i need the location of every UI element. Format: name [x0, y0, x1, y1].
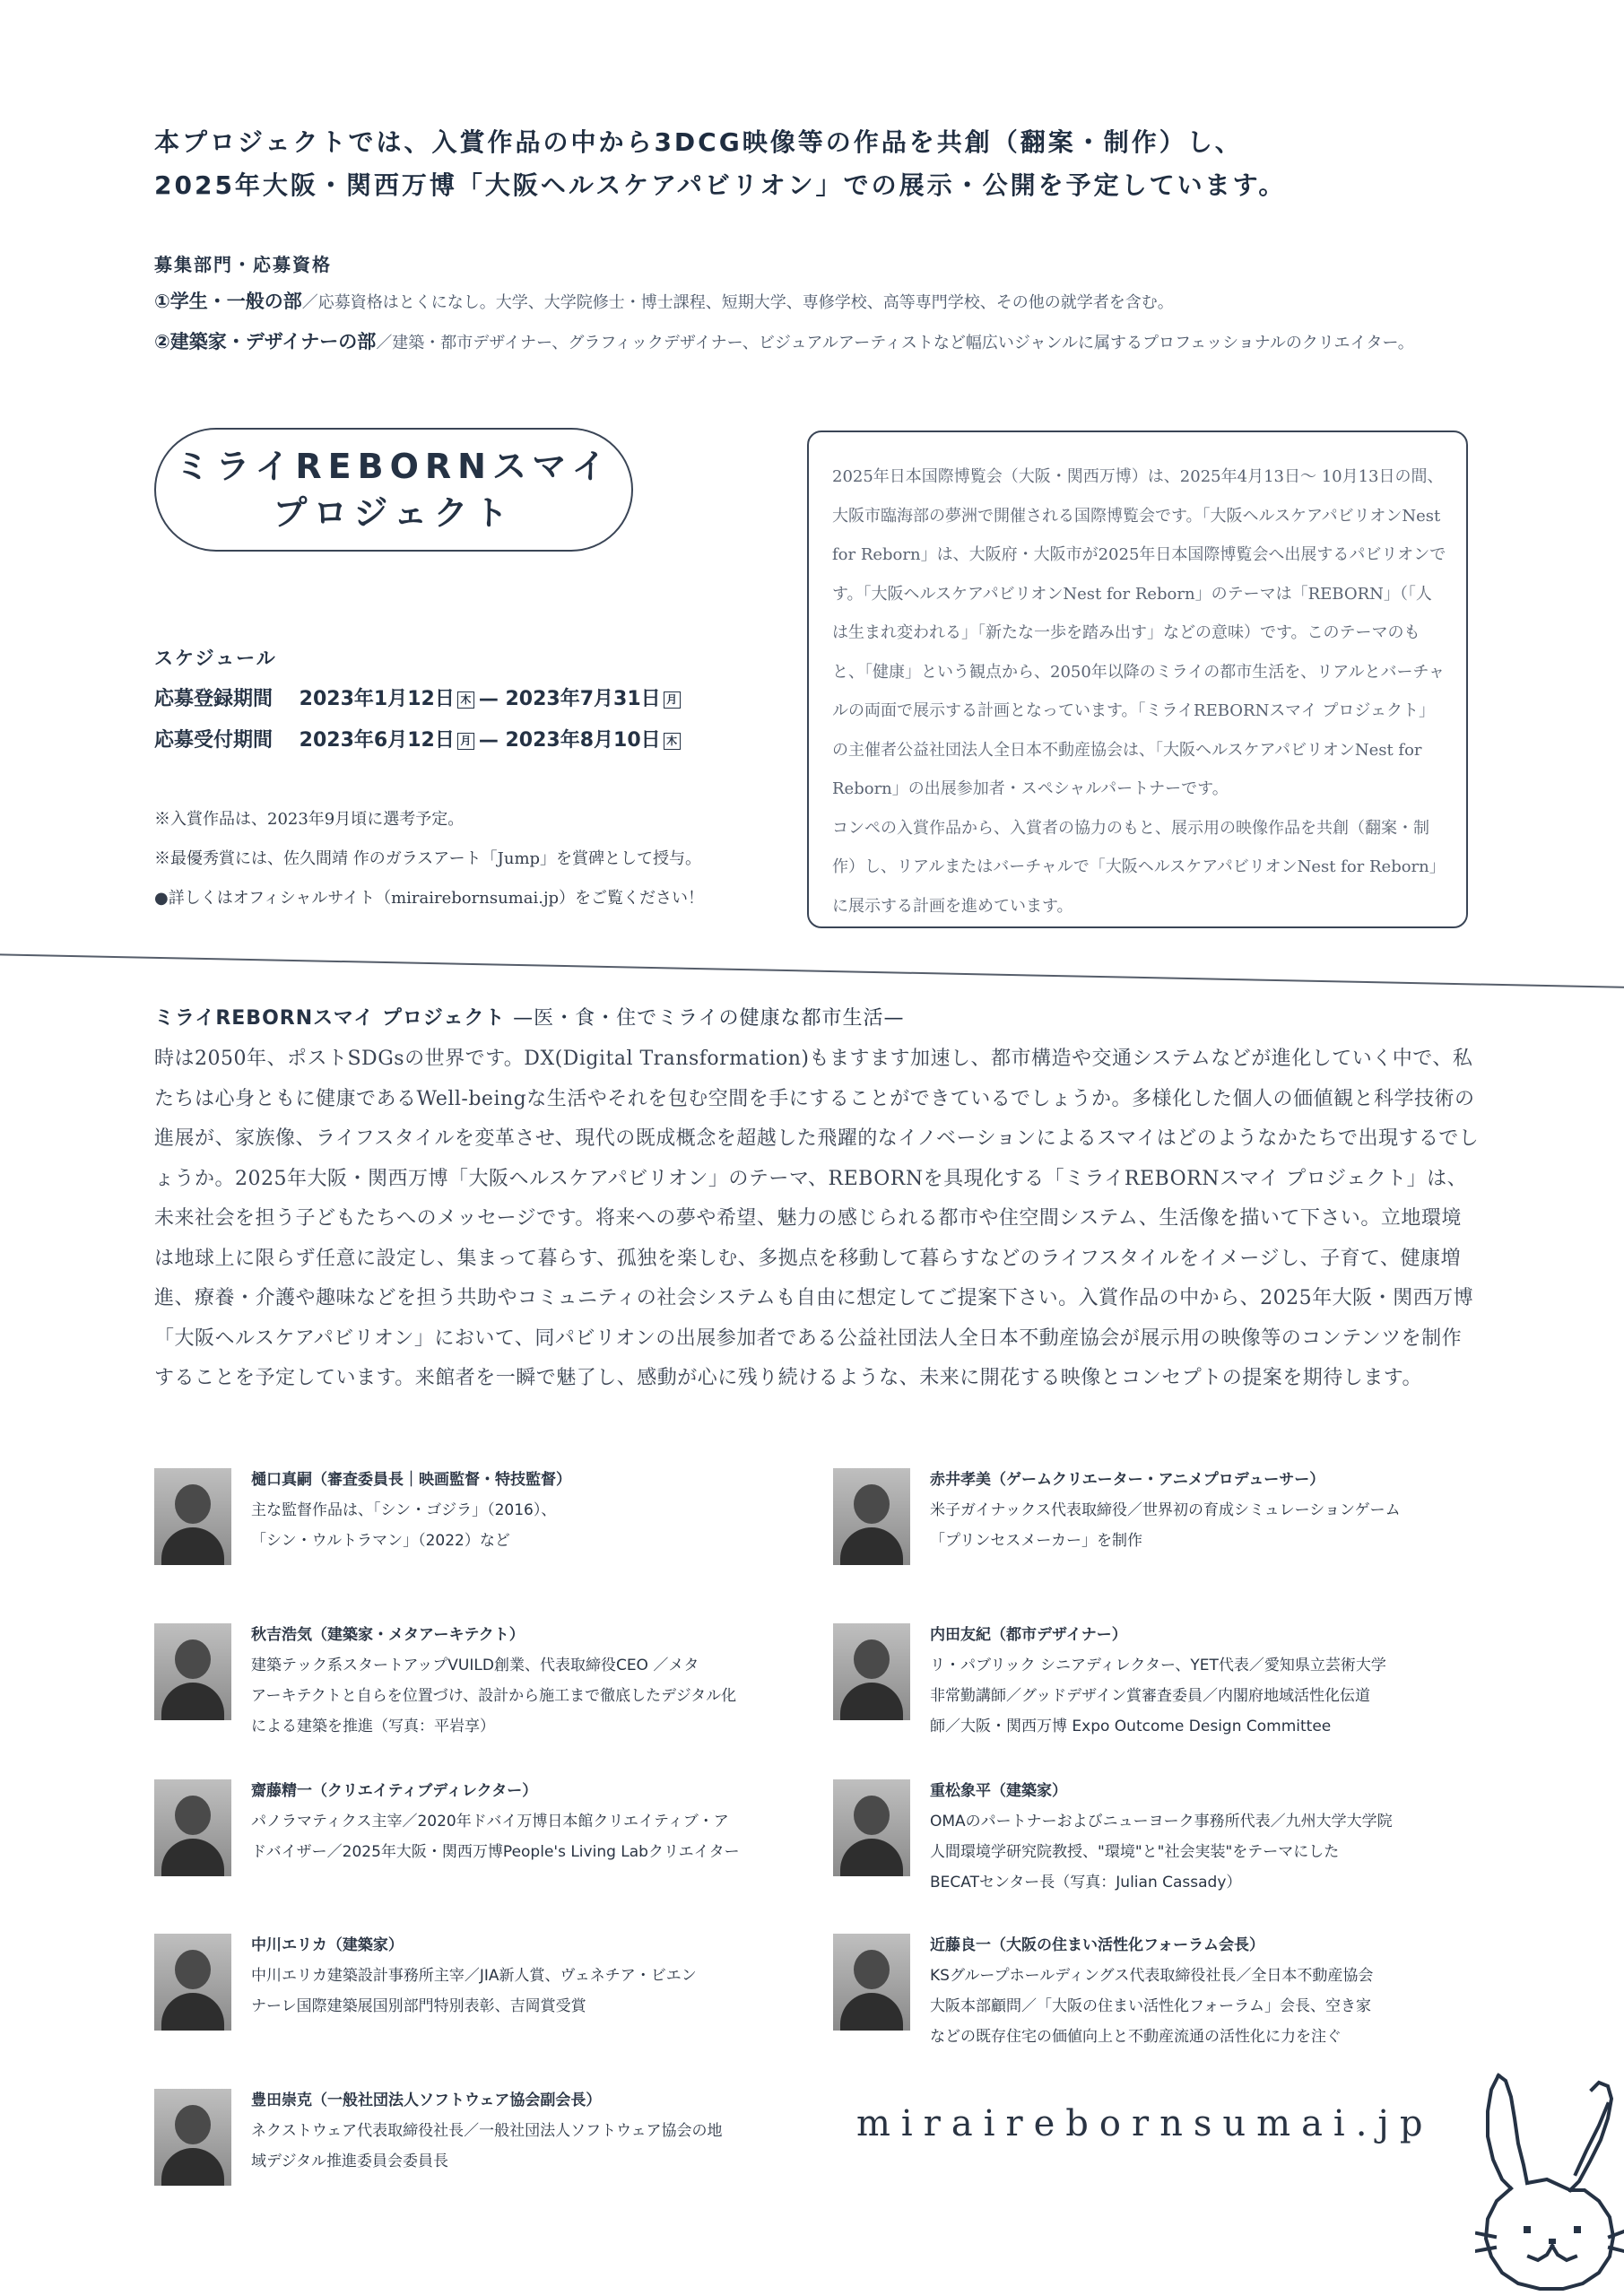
- judge-bio-line: 中川エリカ建築設計事務所主宰／JIA新人賞、ヴェネチア・ビエン: [251, 1967, 697, 1985]
- judge-name: 豊田崇克（一般社団法人ソフトウェア協会副会長）: [251, 2092, 602, 2109]
- judge-bio-line: ネクストウェア代表取締役社長／一般社団法人ソフトウェア協会の地: [251, 2122, 723, 2140]
- schedule-separator: —: [478, 688, 506, 710]
- intro-line-2: 2025年大阪・関西万博「大阪ヘルスケアパビリオン」での展示・公開を予定しています。: [154, 170, 1287, 200]
- category-lead: ①学生・一般の部: [154, 291, 302, 312]
- project-title-badge: [154, 428, 633, 552]
- judge-profile: [154, 2089, 782, 2196]
- judge-bio-line: 建築テック系スタートアップVUILD創業、代表取締役CEO ／メタ: [251, 1657, 699, 1674]
- judge-bio-line: 非常勤講師／グッドデザイン賞審査委員／内閣府地域活性化伝道: [930, 1687, 1370, 1705]
- expo-info-box: [807, 430, 1468, 928]
- expo-info-paragraph: 2025年日本国際博覧会（大阪・関西万博）は、2025年4月13日～ 10月13日の間、大阪市臨海部の夢洲で開催される国際博覧会です。「大阪ヘルスケアパビリオンNest for Reborn」は、大阪府・大阪市が2025年日本国際博覧会へ出展するパビリオンです。「大阪ヘルスケアパビリオンNest for Reborn」のテーマは「REBORN」（「人は生まれ変われる」「新たな一歩を踏み出す」などの意味）です。このテーマのもと、「健康」という観点から、2050年以降のミライの都市生活を、リアルとバーチャルの両面で展示する計画となっています。「ミライREBORNスマイ プロジェクト」の主催者公益社団法人全日本不動産協会は、「大阪ヘルスケアパビリオンNest for Reborn」の出展参加者・スペシャルパートナーです。: [832, 467, 1446, 798]
- schedule-row: [154, 725, 685, 752]
- section-heading: [154, 1003, 905, 1031]
- note-official-site: ●詳しくはオフィシャルサイト（mirairebornsumai.jp）をご覧ください！: [154, 889, 705, 908]
- weekday-badge: 月: [457, 733, 474, 750]
- judge-bio-line: リ・パブリック シニアディレクター、YET代表／愛知県立芸術大学: [930, 1657, 1386, 1674]
- judge-bio-line: アーキテクトと自らを位置づけ、設計から施工まで徹底したデジタル化: [251, 1687, 737, 1705]
- intro-line-1: 本プロジェクトでは、入賞作品の中から3DCG映像等の作品を共創（翻案・制作）し、: [154, 127, 1243, 157]
- judge-photo: [154, 2089, 231, 2186]
- website-url: mirairebornsumai.jp: [856, 2103, 1434, 2144]
- schedule-row: [154, 683, 685, 711]
- judge-bio-line: による建築を推進（写真：平岩享）: [251, 1718, 495, 1735]
- judge-bio-line: 主な監督作品は、「シン・ゴジラ」（2016）、: [251, 1501, 557, 1519]
- judge-bio-line: 人間環境学研究院教授、"環境"と"社会実装"をテーマにした: [930, 1843, 1340, 1861]
- schedule-start-date: 2023年1月12日: [299, 688, 455, 710]
- categories-title: 募集部門・応募資格: [154, 254, 332, 275]
- judge-bio-line: KSグループホールディングス代表取締役社長／全日本不動産協会: [930, 1967, 1374, 1985]
- judge-photo: [833, 1468, 910, 1565]
- project-description: 時は2050年、ポストSDGsの世界です。DX(Digital Transformation)もますます加速し、都市構造や交通システムなどが進化していく中で、私たちは心身ともに健康であるWell-beingな生活やそれを包む空間を手にすることができているでしょうか。多様化した個人の価値観と科学技術の進展が、家族像、ライフスタイルを変革させ、現代の既成概念を超越した飛躍的なイノベーションによるスマイはどのようなかたちで出現するでしょうか。2025年大阪・関西万博「大阪ヘルスケアパビリオン」のテーマ、REBORNを具現化する「ミライREBORNスマイ プロジェクト」は、未来社会を担う子どもたちへのメッセージです。将来への夢や希望、魅力の感じられる都市や住空間システム、生活像を描いて下さい。立地環境は地球上に限らず任意に設定し、集まって暮らす、孤独を楽しむ、多拠点を移動して暮らすなどのライフスタイルをイメージし、子育て、健康増進、療養・介護や趣味などを担う共助やコミュニティの社会システムも自由に想定してご提案下さい。入賞作品の中から、2025年大阪・関西万博「大阪ヘルスケアパビリオン」において、同パビリオンの出展参加者である公益社団法人全日本不動産協会が展示用の映像等のコンテンツを制作することを予定しています。来館者を一瞬で魅了し、感動が心に残り続けるような、未来に開花する映像とコンセプトの提案を期待します。: [154, 1048, 1480, 1389]
- judge-bio-line: ドバイザー／2025年大阪・関西万博People's Living Labクリエイター: [251, 1843, 740, 1861]
- judge-photo: [833, 1623, 910, 1720]
- project-title-line-2: プロジェクト: [273, 493, 515, 533]
- judge-bio-line: BECATセンター長（写真：Julian Cassady）: [930, 1874, 1242, 1892]
- judge-name: 重松象平（建築家）: [930, 1782, 1067, 1800]
- category-description: ／建築・都市デザイナー、グラフィックデザイナー、ビジュアルアーティストなど幅広いジャンルに属するプロフェッショナルのクリエイター。: [376, 334, 1414, 352]
- judge-bio-line: 大阪本部顧問／「大阪の住まい活性化フォーラム」会長、空き家: [930, 1997, 1371, 2015]
- judge-name: 内田友紀（都市デザイナー）: [930, 1626, 1127, 1644]
- judge-name: 齋藤精一（クリエイティブディレクター）: [251, 1782, 538, 1800]
- weekday-badge: 月: [664, 691, 681, 709]
- judge-profile: [833, 1468, 1461, 1576]
- schedule-end-date: 2023年8月10日: [505, 729, 661, 752]
- section-title: ミライREBORNスマイ プロジェクト: [154, 1007, 506, 1030]
- judge-bio-line: 「シン・ウルトラマン」（2022）など: [251, 1532, 510, 1550]
- judge-bio-line: などの既存住宅の価値向上と不動産流通の活性化に力を注ぐ: [930, 2028, 1342, 2046]
- category-item: [154, 290, 1174, 315]
- rabbit-mascot-icon: [1475, 2054, 1624, 2296]
- judge-profile: [833, 1779, 1461, 1892]
- section-divider: [0, 953, 1624, 988]
- judge-photo: [154, 1779, 231, 1876]
- section-subtitle: —医・食・住でミライの健康な都市生活—: [513, 1007, 905, 1030]
- judge-photo: [154, 1468, 231, 1565]
- expo-info-paragraph: コンペの入賞作品から、入賞者の協力のもと、展示用の映像作品を共創（翻案・制作）し、リアルまたはバーチャルで「大阪ヘルスケアパビリオンNest for Reborn」に展示する計画を進めています。: [832, 818, 1446, 916]
- category-item: [154, 330, 1414, 355]
- judge-bio-line: ナーレ国際建築展国別部門特別表彰、吉岡賞受賞: [251, 1997, 586, 2015]
- judge-profile: [833, 1623, 1461, 1735]
- judge-name: 樋口真嗣（審査委員長｜映画監督・特技監督）: [251, 1471, 571, 1489]
- judge-photo: [154, 1623, 231, 1720]
- judge-profile: [154, 1934, 782, 2041]
- weekday-badge: 木: [664, 733, 681, 750]
- judge-bio-line: 米子ガイナックス代表取締役／世界初の育成シミュレーションゲーム: [930, 1501, 1401, 1519]
- judge-name: 赤井孝美（ゲームクリエーター・アニメプロデューサー）: [930, 1471, 1325, 1489]
- category-lead: ②建築家・デザイナーの部: [154, 331, 377, 352]
- project-title-line-1: ミライREBORNスマイ: [175, 447, 612, 486]
- judge-bio-line: パノラマティクス主宰／2020年ドバイ万博日本館クリエイティブ・ア: [251, 1813, 729, 1831]
- judge-profile: [833, 1934, 1461, 2046]
- judge-profile: [154, 1623, 782, 1735]
- judge-profile: [154, 1468, 782, 1576]
- judge-profile: [154, 1779, 782, 1887]
- judge-bio-line: 域デジタル推進委員会委員長: [251, 2152, 448, 2170]
- note-selection-date: ※入賞作品は、2023年9月頃に選考予定。: [154, 810, 465, 829]
- schedule-title: スケジュール: [154, 648, 277, 669]
- judge-name: 秋吉浩気（建築家・メタアーキテクト）: [251, 1626, 525, 1644]
- judge-photo: [833, 1934, 910, 2031]
- category-description: ／応募資格はとくになし。大学、大学院修士・博士課程、短期大学、専修学校、高等専門学校、その他の就学者を含む。: [301, 293, 1174, 312]
- weekday-badge: 木: [457, 691, 474, 709]
- judge-photo: [833, 1779, 910, 1876]
- judge-bio-line: 「プリンセスメーカー」を制作: [930, 1532, 1142, 1550]
- schedule-end-date: 2023年7月31日: [505, 688, 661, 710]
- schedule-label: 応募受付期間: [154, 729, 274, 752]
- judge-name: 近藤良一（大阪の住まい活性化フォーラム会長）: [930, 1936, 1264, 1954]
- note-grand-prize: ※最優秀賞には、佐久間靖 作のガラスアート「Jump」を賞碑として授与。: [154, 849, 702, 868]
- judge-bio-line: OMAのパートナーおよびニューヨーク事務所代表／九州大学大学院: [930, 1813, 1393, 1831]
- schedule-label: 応募登録期間: [154, 688, 274, 710]
- judge-bio-line: 師／大阪・関西万博 Expo Outcome Design Committee: [930, 1718, 1332, 1735]
- intro-text: [154, 121, 1499, 207]
- schedule-separator: —: [478, 729, 506, 752]
- judge-photo: [154, 1934, 231, 2031]
- judge-name: 中川エリカ（建築家）: [251, 1936, 404, 1954]
- schedule-start-date: 2023年6月12日: [299, 729, 455, 752]
